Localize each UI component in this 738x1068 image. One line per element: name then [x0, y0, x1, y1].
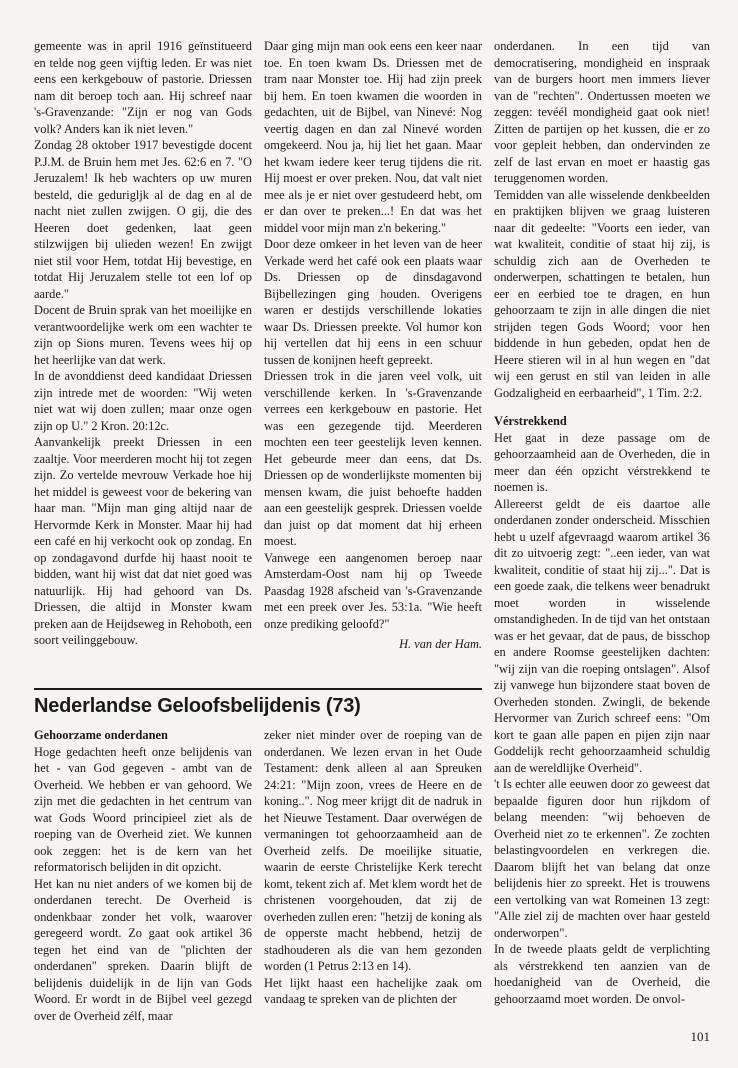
section-divider	[34, 688, 482, 690]
paragraph: zeker niet minder over de roeping van de onderdanen. We lezen ervan in het Oude Testament: denk alleen al aan Spreuken 24:21: "Mijn zoon, vrees de Heere en de koning..". Nog meer krijgt dit de nadruk in het Nieuwe Testament. Daar overwégen de vermaningen tot gehoorzaamheid aan de Overheid zelfs. De moeilijke situatie, waarin de eerste Christelijke Kerk terecht komt, tekent zich af. Met klem wordt het de christenen voorgehouden, dat zij de overheden zullen eren: "hetzij de koning als de opperste macht hebbend, hetzij de stadhouderen als die van hem gezonden worden (1 Petrus 2:13 en 14).	[264, 728, 482, 973]
paragraph: Allereerst geldt de eis daartoe alle onderdanen zonder onderscheid. Misschien hebt u uzelf afgevraagd waarom artikel 36 dit zo uitvoerig zegt: "..een ieder, van wat kwaliteit, conditie of staat hij zij...". Dat is een goede zaak, die telkens weer benadrukt moet worden in wisselende omstandigheden. In de tijd van het ontstaan was er het gevaar, dat de paus, de bisschop en andere Roomse geestelijken dachten: "wij zijn van die roeping ontslagen". Alsof zij vanwege hun bijzondere staat boven de Overheden stonden. Zwingli, de bekende Hervormer van Zurich schreef eens: "Om kort te gaan alle papen en pijen zijn naar Goddelijk recht gehoorzaamheid schuldig aan de wereldlijke Overheid".	[494, 496, 710, 775]
paragraph: Vanwege een aangenomen beroep naar Amsterdam-Oost nam hij op Tweede Paasdag 1928 afscheid van 's-Gravenzande met een preek over Jes. 53:1a. "Wie heeft onze prediking geloofd?"	[264, 550, 482, 631]
article2-subheading: Gehoorzame onderdanen	[34, 728, 168, 742]
paragraph: Aanvankelijk preekt Driessen in een zaaltje. Voor meerderen mocht hij tot zegen zijn. Zo vertelde mevrouw Verkade hoe hij het middel is geweest voor de bekering van haar man. "Mijn man ging altijd naar de Hervormde Kerk in Monster. Maar hij had een café en hij verkocht ook op zondag. En op zondagavond durfde hij haast nooit te bidden, want hij wist dat dat niet goed was natuurlijk. Hij had gehoord van Ds. Driessen, die altijd in Monster kwam preken aan de Heijdseweg in Rehoboth, een soort veilinggebouw.	[34, 435, 252, 647]
paragraph: Het gaat in deze passage om de gehoorzaamheid aan de Overheden, die in meer dan één opzicht vérstrekkend te noemen is.	[494, 430, 710, 494]
paragraph: In de avonddienst deed kandidaat Driessen zijn intrede met de woorden: "Wij weten niet wat wij doen zullen; maar onze ogen zijn op U." 2 Kron. 20:12c.	[34, 369, 252, 433]
paragraph: Door deze omkeer in het leven van de heer Verkade werd het café ook een plaats waar Ds. Driessen op de dinsdagavond Bijbellezingen ging houden. Overigens waren er destijds verschillende lokaties waar Ds. Driessen preekte. Vol humor kon hij vertellen dat hij eens in een schuur tussen de konijnen heeft gepreekt.	[264, 237, 482, 367]
article2-column3	[494, 38, 710, 1028]
paragraph: Docent de Bruin sprak van het moeilijke en verantwoordelijke werk om een wachter te zijn op Sions muren. Tevens wees hij op het heerlijke van dat werk.	[34, 303, 252, 367]
paragraph: 't Is echter alle eeuwen door zo geweest dat bepaalde figuren door hun rijkdom of belang meenden: "wij behoeven de Overheid niet zo te erkennen". Ze zochten belastingvoordelen en verkregen die. Daarom blijft het van belang dat onze belijdenis hier zo spreekt. Het is trouwens een vertolking van wat Romeinen 13 zegt: "Alle ziel zij de machten over haar gesteld onderworpen".	[494, 777, 710, 940]
article2-subheading: Vérstrekkend	[494, 414, 567, 428]
paragraph: Het lijkt haast een hachelijke zaak om vandaag te spreken van de plichten der	[264, 975, 482, 1006]
paragraph: Het kan nu niet anders of we komen bij de onderdanen terecht. De Overheid is ondenkbaar zonder het volk, waarover geregeerd wordt. Zo gaat ook artikel 36 tegen het eind van de "plichten der onderdanen" spreken. Daarin blijft de belijdenis duidelijk in de lijn van Gods Woord. Er wordt in de Bijbel veel gezegd over de Overheid zélf, maar	[34, 876, 252, 1023]
article2-column2	[264, 727, 482, 1027]
author-signature: H. van der Ham.	[399, 637, 482, 651]
paragraph: gemeente was in april 1916 geïnstitueerd en telde nog geen vijftig leden. Er was niet eens een kerkgebouw of pastorie. Driessen nam dit beroep toch aan. Hij schreef naar 's-Gravenzande: "Zijn er nog van Gods volk? Anders kan ik niet leven."	[34, 39, 252, 136]
paragraph: onderdanen. In een tijd van democratisering, mondigheid en inspraak van de burgers hoort men immers liever van de "rechten". Ondertussen moeten we zeggen: tevéél mondigheid gaat ook niet! Zitten de partijen op het kussen, die er zo voor gepleit hebben, dan ondervinden ze zelf de last ervan en moet er haastig gas teruggenomen worden.	[494, 39, 710, 185]
article1-column2	[264, 38, 482, 683]
paragraph: Zondag 28 oktober 1917 bevestigde docent P.J.M. de Bruin hem met Jes. 62:6 en 7. "O Jeruzalem! Ik heb wachters op uw muren besteld, die gedurigljk al de dag en al de nacht niet zullen zwijgen. O gij, die des Heeren doet gedenken, laat geen stilzwijgen bij ulieden wezen! En zwijgt niet stil voor Hem, totdat Hij bevestige, en totdat Hij Jeruzalem stelle tot een lof op aarde."	[34, 138, 252, 301]
article1-column1	[34, 38, 252, 683]
paragraph: Hoge gedachten heeft onze belijdenis van het - van God gegeven - ambt van de Overheid. We hebben er van gehoord. We zijn met die gedachten in het centrum van wat Gods Woord principieel ziet als de roeping van de Overheid ziet. We kunnen ook zeggen: het is de kern van het reformatorisch belijden in dit opzicht.	[34, 744, 252, 874]
article2-column1	[34, 727, 252, 1027]
paragraph: In de tweede plaats geldt de verplichting als vérstrekkend ten aanzien van de hoedanigheid van de Overheid, die gehoorzaamd moet worden. De onvol-	[494, 942, 710, 1006]
article2-title: Nederlandse Geloofsbelijdenis (73)	[34, 695, 361, 717]
paragraph: Temidden van alle wisselende denkbeelden en praktijken blijven we graag luisteren naar dit gedeelte: "Voorts een ieder, van wat kwaliteit, conditie of staat hij zij, is schuldig zich aan de Overheden te onderwerpen, schattingen te betalen, hun eer en eerbied toe te dragen, en hun gehoorzaam te zijn in alle dingen die niet strijden tegen Gods Woord; voor hen biddende in hun gebeden, opdat hen de Heere stieren wil in al hun wegen en "dat wij een gerust en stil van leiden in alle Godzaligheid en eerbaarheid", 1 Tim. 2:2.	[494, 187, 710, 400]
paragraph: Driessen trok in die jaren veel volk, uit verschillende kerken. In 's-Gravenzande verrees een kerkgebouw en pastorie. Het was een gezegende tijd. Meerderen mochten een teer geestelijk leven kennen. Het gebeurde meer dan eens, dat Ds. Driessen op de wonderlijkste momenten bij mensen kwam, die juist behoefte hadden aan een geestelijk gesprek. Driessen voelde dan juist op dat moment dat hij erheen moest.	[264, 369, 482, 548]
page-number: 101	[690, 1029, 710, 1044]
paragraph: Daar ging mijn man ook eens een keer naar toe. En toen kwam Ds. Driessen met de tram naar Monster toe. Hij had zijn preek bij hem. En toen kwamen die woorden in gedachten, uit de Bijbel, van Ninevé: Nog veertig dagen en dan zal Ninevé worden omgekeerd. Nou ja, hij liet het gaan. Maar het kwam iedere keer terug tijdens die rit. Hij moest er over preken. Nou, dat valt niet mee als je er niet over gestudeerd hebt, om er dan over te preken...! En dat was het middel voor mijn man z'n bekering."	[264, 39, 482, 235]
